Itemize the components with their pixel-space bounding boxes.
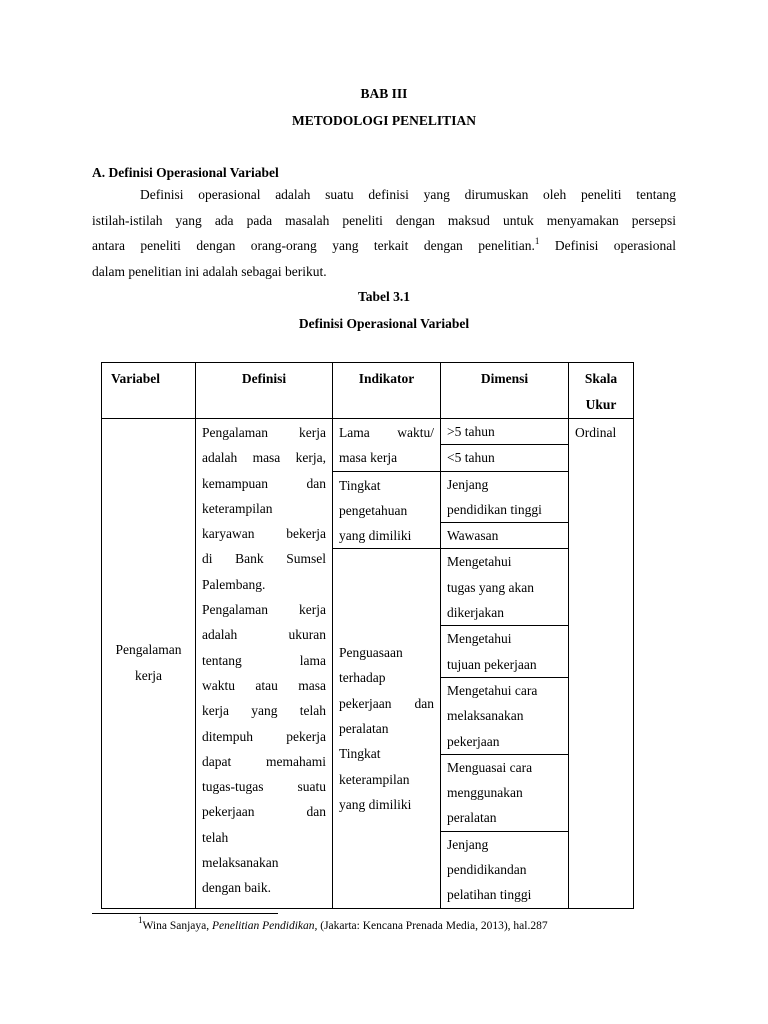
indikator-line: yang dimiliki — [339, 796, 412, 812]
footnote-reference[interactable]: 1 — [534, 236, 540, 246]
definisi-line: dapat memahami — [202, 753, 326, 769]
table-label: Tabel 3.1 — [357, 289, 411, 304]
paragraph-line: Definisi operasional adalah suatu definisi yang dirumuskan oleh peneliti tentang — [140, 187, 676, 202]
header-variabel: Variabel — [102, 363, 196, 419]
definisi-line: Pengalaman kerja — [202, 602, 326, 618]
dimensi-line: peralatan — [447, 810, 497, 826]
indikator-line: peralatan — [339, 720, 389, 736]
dimensi-cell — [441, 523, 569, 549]
dimensi-line: menggunakan — [447, 785, 523, 801]
table-title: Definisi Operasional Variabel — [298, 316, 470, 331]
indikator-line: terhadap — [339, 670, 386, 686]
definisi-line: Palembang. — [202, 576, 266, 592]
dimensi-line: melaksanakan — [447, 708, 524, 724]
variabel-line: Pengalaman — [115, 642, 182, 658]
dimensi-line: pelatihan tinggi — [447, 887, 532, 903]
dimensi-line: pekerjaan — [447, 733, 500, 749]
header-skala: Skala — [584, 371, 618, 386]
paragraph-line: istilah-istilah yang ada pada masalah peneliti dengan maksud untuk menyamakan persepsi — [92, 213, 676, 228]
definisi-line: adalah ukuran — [202, 627, 326, 643]
dimensi-cell — [441, 419, 569, 445]
paragraph-line: dalam penelitian ini adalah sebagai berikut. — [92, 264, 327, 279]
definisi-line: keterampilan — [202, 500, 273, 516]
dimensi-line: Menguasai cara — [447, 759, 533, 775]
dimensi-cell — [441, 626, 569, 678]
indikator-line: keterampilan — [339, 771, 410, 787]
header-dimensi: Dimensi — [441, 363, 569, 419]
dimensi-line: tugas yang akan — [447, 579, 534, 595]
dimensi-line: <5 tahun — [447, 450, 495, 466]
table-header-row — [102, 363, 634, 419]
definisi-cell — [196, 419, 333, 909]
chapter-number: BAB III — [360, 86, 408, 101]
definisi-line: kerja yang telah — [202, 703, 326, 719]
skala-cell: Ordinal — [569, 419, 634, 909]
dimensi-line: Mengetahui — [447, 554, 512, 570]
dimensi-line: pendidikan tinggi — [447, 501, 542, 517]
definisi-line: di Bank Sumsel — [202, 551, 326, 567]
definisi-line: tentang lama — [202, 652, 326, 668]
definisi-line: melaksanakan — [202, 855, 279, 871]
definisi-line: dengan baik. — [202, 880, 271, 896]
indikator-line: pekerjaan dan — [339, 695, 434, 711]
header-indikator: Indikator — [333, 363, 441, 419]
definisi-line: Pengalaman kerja — [202, 425, 326, 440]
table-row — [102, 419, 634, 445]
indikator-line: masa kerja — [339, 450, 398, 466]
dimensi-cell — [441, 445, 569, 471]
paragraph-line — [92, 238, 676, 254]
header-skala-ukur — [569, 363, 634, 419]
indikator-line: Penguasaan — [339, 645, 403, 661]
dimensi-cell — [441, 754, 569, 831]
indikator-line: Lama waktu/ — [339, 425, 434, 440]
dimensi-line: >5 tahun — [447, 424, 495, 439]
dimensi-line: tujuan pekerjaan — [447, 656, 537, 672]
definisi-line: kemampuan dan — [202, 475, 326, 491]
definisi-line: tugas-tugas suatu — [202, 779, 326, 795]
paragraph-text: Definisi operasional — [554, 238, 676, 253]
footnote-author: Wina Sanjaya, — [142, 920, 212, 932]
dimensi-line: pendidikandan — [447, 862, 527, 878]
section-heading: A. Definisi Operasional Variabel — [92, 165, 279, 180]
indikator-line: yang dimiliki — [339, 528, 412, 544]
definisi-line: telah — [202, 829, 229, 845]
footnote-publication: (Jakarta: Kencana Prenada Media, 2013), hal.287 — [317, 920, 548, 932]
header-definisi: Definisi — [196, 363, 333, 419]
indikator-cell — [333, 471, 441, 549]
header-ukur: Ukur — [585, 397, 617, 412]
dimensi-line: Mengetahui cara — [447, 682, 538, 698]
dimensi-line: Wawasan — [447, 528, 499, 544]
dimensi-cell — [441, 677, 569, 754]
dimensi-cell — [441, 831, 569, 908]
definisi-line: karyawan bekerja — [202, 526, 326, 542]
indikator-cell — [333, 419, 441, 472]
indikator-line: Tingkat — [339, 746, 381, 762]
definisi-line: pekerjaan dan — [202, 804, 326, 820]
definisi-line: waktu atau masa — [202, 677, 326, 693]
footnote-divider — [92, 913, 278, 914]
dimensi-cell — [441, 549, 569, 626]
dimensi-line: dikerjakan — [447, 605, 504, 621]
footnote-marker: 1 — [138, 915, 143, 925]
dimensi-line: Mengetahui — [447, 631, 512, 647]
definition-table — [101, 362, 634, 909]
dimensi-cell — [441, 471, 569, 523]
indikator-line: pengetahuan — [339, 502, 408, 518]
dimensi-line: Jenjang — [447, 476, 489, 492]
paragraph-text: antara peneliti dengan orang-orang yang terkait dengan penelitian. — [92, 238, 535, 253]
footnote — [138, 915, 548, 932]
indikator-cell — [333, 549, 441, 908]
chapter-title: METODOLOGI PENELITIAN — [292, 113, 476, 128]
definisi-line: adalah masa kerja, — [202, 450, 326, 466]
indikator-line: Tingkat — [339, 477, 381, 493]
footnote-title: Penelitian Pendidikan, — [211, 920, 318, 932]
variabel-cell — [102, 419, 196, 909]
variabel-line: kerja — [135, 668, 162, 684]
definisi-line: ditempuh pekerja — [202, 728, 326, 744]
dimensi-line: Jenjang — [447, 836, 489, 852]
